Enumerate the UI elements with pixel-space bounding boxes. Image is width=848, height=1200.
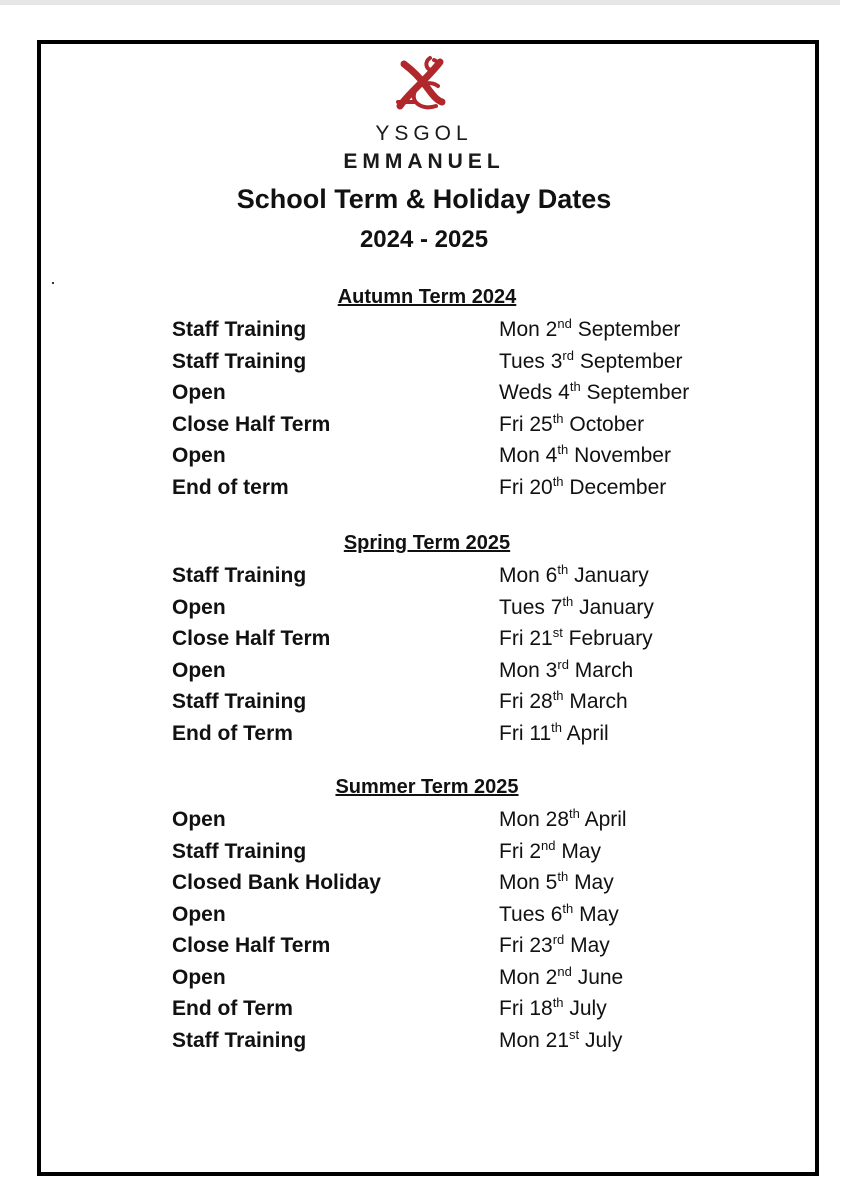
- date-ordinal-suffix: nd: [557, 316, 572, 331]
- date-row: [172, 560, 732, 592]
- event-date: [499, 346, 683, 378]
- date-day: Tues 6: [499, 902, 563, 926]
- event-date: [499, 930, 610, 962]
- date-month: April: [566, 721, 609, 745]
- event-label: Open: [172, 808, 226, 831]
- event-label: Open: [172, 444, 226, 467]
- event-label: Staff Training: [172, 349, 307, 373]
- date-month: November: [574, 444, 671, 467]
- date-day: Tues 3: [499, 349, 563, 373]
- date-month: December: [569, 475, 667, 499]
- term-section-spring: [172, 530, 732, 749]
- term-section-summer: [172, 774, 732, 1056]
- event-label: Close Half Term: [172, 627, 331, 650]
- date-ordinal-suffix: th: [557, 562, 569, 577]
- event-label: End of Term: [172, 721, 293, 745]
- date-row: [172, 718, 732, 750]
- event-label: Staff Training: [172, 839, 307, 863]
- event-label: Open: [172, 902, 226, 926]
- date-row: [172, 655, 732, 687]
- event-label: Staff Training: [172, 318, 307, 341]
- date-day: Mon 2: [499, 318, 558, 341]
- date-ordinal-suffix: nd: [557, 963, 572, 979]
- event-label: Close Half Term: [172, 934, 331, 957]
- date-row: [172, 592, 732, 624]
- date-ordinal-suffix: th: [562, 593, 574, 609]
- event-date: [499, 686, 628, 718]
- event-label: Open: [172, 658, 226, 682]
- school-name-line2: EMMANUEL: [343, 150, 505, 173]
- date-day: Mon 2: [499, 965, 558, 989]
- event-date: [499, 899, 619, 931]
- event-label: Staff Training: [172, 690, 307, 713]
- date-day: Fri 21: [499, 627, 553, 650]
- date-day: Tues 7: [499, 595, 563, 619]
- date-row: [172, 930, 732, 962]
- event-date: [499, 836, 601, 868]
- term-heading: Autumn Term 2024: [337, 286, 517, 308]
- date-ordinal-suffix: th: [562, 900, 574, 916]
- date-month: May: [574, 871, 614, 894]
- date-ordinal-suffix: rd: [562, 347, 574, 363]
- date-ordinal-suffix: th: [557, 442, 569, 457]
- page-title: School Term & Holiday Dates: [236, 184, 612, 214]
- date-day: Fri 28: [499, 690, 553, 713]
- event-date: [499, 804, 627, 836]
- date-ordinal-suffix: th: [552, 688, 564, 703]
- event-label: End of Term: [172, 997, 293, 1020]
- date-month: October: [569, 412, 645, 436]
- event-date: [499, 440, 671, 472]
- date-row: [172, 623, 732, 655]
- term-heading: Summer Term 2025: [335, 776, 519, 798]
- date-month: February: [568, 627, 653, 650]
- event-date: [499, 560, 649, 592]
- date-day: Mon 5: [499, 871, 558, 894]
- ysgol-emmanuel-crest-icon: [390, 52, 454, 114]
- date-ordinal-suffix: th: [552, 995, 564, 1010]
- date-ordinal-suffix: nd: [541, 837, 556, 853]
- date-row: [172, 1025, 732, 1057]
- event-date: [499, 867, 614, 899]
- date-day: Fri 2: [499, 839, 541, 863]
- event-date: [499, 409, 644, 441]
- date-row: [172, 867, 732, 899]
- date-month: March: [574, 658, 634, 682]
- event-label: Close Half Term: [172, 412, 331, 436]
- date-ordinal-suffix: rd: [557, 656, 569, 672]
- term-heading: Spring Term 2025: [343, 532, 511, 554]
- date-month: January: [574, 564, 649, 587]
- date-row: [172, 804, 732, 836]
- date-month: May: [561, 839, 601, 863]
- event-date: [499, 962, 623, 994]
- date-day: Mon 3: [499, 658, 558, 682]
- date-row: [172, 377, 732, 409]
- date-month: May: [570, 934, 610, 957]
- event-date: [499, 1025, 622, 1057]
- date-row: [172, 314, 732, 346]
- date-ordinal-suffix: th: [569, 806, 580, 821]
- date-ordinal-suffix: st: [552, 625, 563, 640]
- event-label: End of term: [172, 475, 289, 499]
- date-row: [172, 346, 732, 378]
- date-month: September: [579, 349, 683, 373]
- event-date: [499, 623, 653, 655]
- date-day: Fri 23: [499, 934, 553, 957]
- term-section-autumn: [172, 284, 732, 503]
- date-month: January: [579, 595, 654, 619]
- date-ordinal-suffix: th: [551, 719, 562, 735]
- event-date: [499, 314, 680, 346]
- academic-year: 2024 - 2025: [359, 226, 489, 253]
- date-day: Mon 6: [499, 564, 558, 587]
- date-ordinal-suffix: th: [552, 473, 564, 489]
- date-month: June: [577, 965, 624, 989]
- event-date: [499, 472, 666, 504]
- event-label: Open: [172, 595, 226, 619]
- event-label: Staff Training: [172, 564, 307, 587]
- date-month: September: [586, 381, 690, 404]
- date-day: Mon 21: [499, 1028, 570, 1052]
- date-row: [172, 993, 732, 1025]
- date-day: Weds 4: [499, 381, 570, 404]
- date-ordinal-suffix: rd: [552, 932, 565, 947]
- event-date: [499, 718, 609, 750]
- date-ordinal-suffix: th: [569, 379, 581, 394]
- date-day: Fri 25: [499, 412, 553, 436]
- stray-mark: [52, 282, 54, 284]
- date-month: March: [569, 690, 628, 713]
- date-row: [172, 409, 732, 441]
- event-label: Staff Training: [172, 1028, 307, 1052]
- date-day: Fri 20: [499, 475, 553, 499]
- date-month: April: [584, 808, 627, 831]
- date-ordinal-suffix: th: [557, 869, 569, 884]
- date-row: [172, 440, 732, 472]
- date-ordinal-suffix: st: [569, 1026, 580, 1042]
- event-label: Open: [172, 381, 226, 404]
- date-ordinal-suffix: th: [552, 410, 564, 426]
- event-label: Open: [172, 965, 226, 989]
- date-day: Mon 28: [499, 808, 570, 831]
- school-name-line1: YSGOL: [375, 122, 473, 145]
- event-date: [499, 377, 689, 409]
- date-month: July: [569, 997, 607, 1020]
- date-row: [172, 472, 732, 504]
- date-day: Fri 18: [499, 997, 553, 1020]
- event-date: [499, 592, 654, 624]
- date-month: July: [585, 1028, 623, 1052]
- date-row: [172, 836, 732, 868]
- date-row: [172, 686, 732, 718]
- date-row: [172, 899, 732, 931]
- top-border-strip: [0, 0, 840, 5]
- date-day: Mon 4: [499, 444, 558, 467]
- date-day: Fri 11: [499, 721, 552, 745]
- date-month: September: [577, 318, 681, 341]
- event-label: Closed Bank Holiday: [172, 871, 381, 894]
- event-date: [499, 655, 633, 687]
- event-date: [499, 993, 607, 1025]
- date-row: [172, 962, 732, 994]
- date-month: May: [579, 902, 619, 926]
